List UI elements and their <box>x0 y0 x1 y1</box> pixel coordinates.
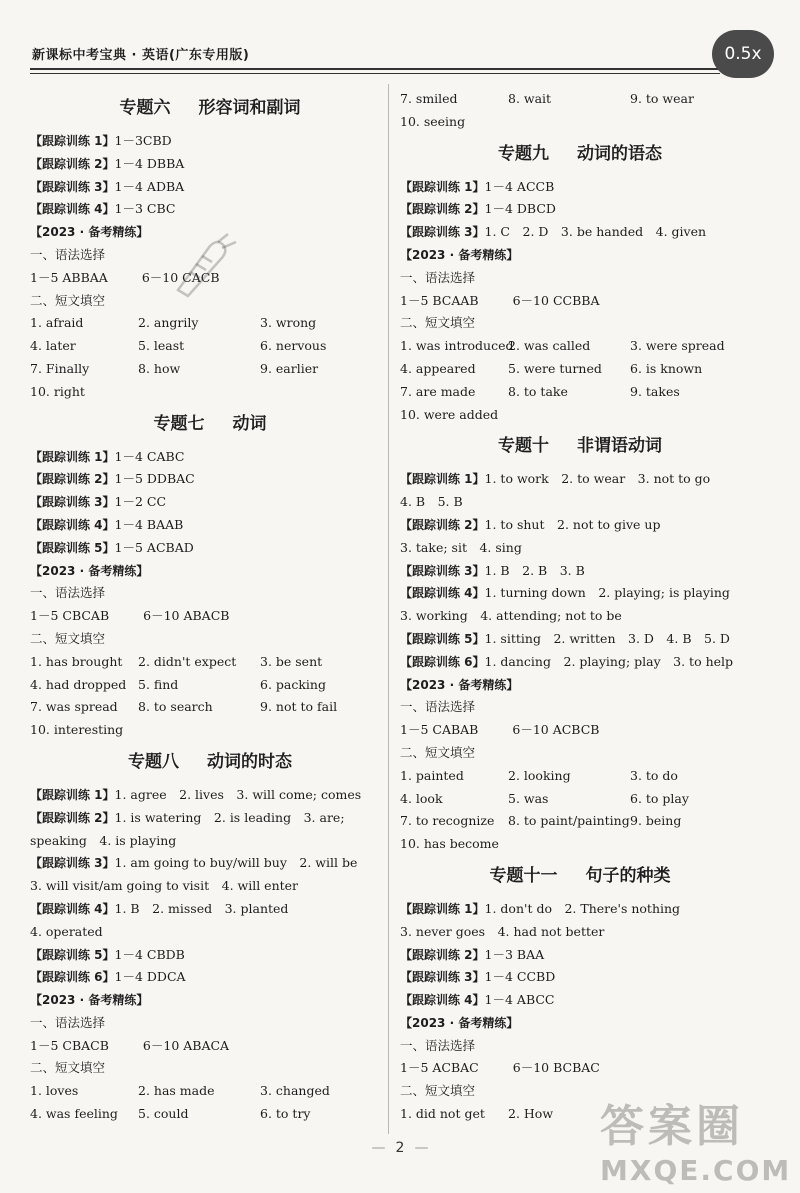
answer-cell: 7. smiled <box>400 91 458 106</box>
exercise-line <box>30 966 390 989</box>
section-title-7 <box>30 412 390 436</box>
exercise-label: 【跟踪训练 1】 <box>400 472 485 487</box>
answer-cell: 8. wait <box>508 91 552 106</box>
exercise-line <box>30 898 390 921</box>
exercise-label: 【跟踪训练 5】 <box>30 540 115 555</box>
answer-text: 1－3 CBC <box>114 201 176 217</box>
exercise-line <box>30 130 390 153</box>
grammar-choice-answers <box>30 605 390 628</box>
cloze-row <box>400 358 760 381</box>
cloze-heading: 二、短文填空 <box>30 630 106 646</box>
exercise-line <box>400 198 760 221</box>
answer-text: 1－2 CC <box>114 494 167 510</box>
cloze-row <box>30 335 390 358</box>
answer-cell: 2. has made <box>138 1083 215 1099</box>
answer-text: 1. dancing 2. playing; play 3. to help <box>484 653 734 669</box>
exercise-line <box>30 537 390 560</box>
practice-heading: 【2023 · 备考精练】 <box>30 225 149 240</box>
answer-text: 1. am going to buy/will buy 2. will be <box>114 855 358 871</box>
answer-cell: 4. later <box>30 338 76 354</box>
cloze-row <box>30 1080 390 1103</box>
section-name: 动词的语态 <box>577 143 662 164</box>
answer-cell: 8. to search <box>138 699 213 715</box>
exercise-line <box>30 514 390 537</box>
answer-text: 1－4 ADBA <box>114 178 185 194</box>
section-title-10 <box>400 434 760 458</box>
answer-cell: 8. to take <box>508 383 568 399</box>
exercise-line <box>400 514 760 537</box>
answer-cell: 1. painted <box>400 767 464 783</box>
answer-cell: 7. to recognize <box>400 813 495 829</box>
exercise-label: 【跟踪训练 2】 <box>400 947 485 962</box>
kuaidui-logo-icon <box>148 232 248 302</box>
answer-cell: 2. How <box>508 1106 554 1122</box>
answer-text: 1. to work 2. to wear 3. not to go <box>484 471 711 487</box>
answer-text: 1－5 DDBAC <box>114 471 195 487</box>
exercise-label: 【跟踪训练 5】 <box>30 947 115 962</box>
answer-cell: 3. were spread <box>630 338 725 354</box>
practice-heading: 【2023 · 备考精练】 <box>30 993 149 1008</box>
cloze-row: 10. interesting <box>30 722 124 738</box>
exercise-label: 【跟踪训练 1】 <box>30 134 115 148</box>
exercise-line <box>30 944 390 967</box>
grammar-choice-answers <box>400 719 760 742</box>
exercise-line <box>400 989 760 1012</box>
cloze-heading: 二、短文填空 <box>400 1083 476 1099</box>
answer-text: 1－4 DBCD <box>484 201 556 217</box>
exercise-label: 【跟踪训练 4】 <box>400 993 485 1008</box>
answer-text: 1. don't do 2. There's nothing <box>484 900 681 916</box>
exercise-line <box>30 153 390 176</box>
answer-text: 6－10 CCBBA <box>512 292 600 308</box>
grammar-choice-heading: 一、语法选择 <box>400 269 476 285</box>
grammar-choice-heading: 一、语法选择 <box>30 1014 106 1030</box>
cloze-row: 10. seeing <box>400 113 466 129</box>
exercise-line <box>400 628 760 651</box>
cloze-heading: 二、短文填空 <box>30 292 106 308</box>
exercise-label: 【跟踪训练 3】 <box>30 179 115 194</box>
exercise-label: 【跟踪训练 1】 <box>400 901 485 916</box>
answer-text: 1. turning down 2. playing; is playing <box>484 585 730 601</box>
answer-text: 1－5 CBACB <box>30 1037 109 1053</box>
exercise-line-cont: 4. operated <box>30 923 103 939</box>
answer-cell: 1. has brought <box>30 653 123 669</box>
exercise-label: 【跟踪训练 2】 <box>400 517 485 532</box>
section-title-8 <box>30 750 390 774</box>
exercise-line-cont: 4. B 5. B <box>400 494 463 510</box>
answer-cell: 9. being <box>630 813 682 829</box>
exercise-line-cont: speaking 4. is playing <box>30 832 177 848</box>
exercise-line <box>400 966 760 989</box>
cloze-heading: 二、短文填空 <box>30 1060 106 1076</box>
watermark-title: 答案圈 <box>600 1101 744 1152</box>
practice-heading: 【2023 · 备考精练】 <box>400 247 519 262</box>
header-rule <box>30 68 720 74</box>
exercise-line <box>400 468 760 491</box>
answer-cell: 6. to play <box>630 790 689 806</box>
answer-text: 1－4 ABCC <box>484 992 555 1008</box>
cloze-row <box>30 696 390 719</box>
cloze-row: 10. has become <box>400 836 499 852</box>
answer-cell: 5. could <box>138 1106 189 1122</box>
answer-text: 1－4 CABC <box>114 448 185 464</box>
answer-text: 1－5 BCAAB <box>400 292 479 308</box>
answer-text: 1. is watering 2. is leading 3. are; <box>114 809 345 825</box>
exercise-label: 【跟踪训练 2】 <box>30 472 115 487</box>
exercise-label: 【跟踪训练 3】 <box>400 225 485 240</box>
exercise-line <box>30 784 390 807</box>
exercise-label: 【跟踪训练 2】 <box>30 156 115 171</box>
exercise-label: 【跟踪训练 4】 <box>30 901 115 916</box>
section-name: 句子的种类 <box>585 865 671 886</box>
exercise-label: 【跟踪训练 2】 <box>400 202 485 217</box>
exercise-label: 【跟踪训练 1】 <box>30 787 115 802</box>
answer-cell: 2. was called <box>508 338 591 354</box>
exercise-line-cont: 3. take; sit 4. sing <box>400 539 522 555</box>
exercise-line <box>30 446 390 469</box>
answer-text: 1－4 CCBD <box>484 969 556 985</box>
answer-text: 1－4 DDCA <box>114 969 186 985</box>
cloze-row <box>30 674 390 697</box>
cloze-row <box>400 88 760 111</box>
cloze-heading: 二、短文填空 <box>400 315 476 331</box>
exercise-label: 【跟踪训练 2】 <box>30 810 115 825</box>
answer-cell: 8. to paint/painting <box>508 813 630 829</box>
answer-cell: 1. afraid <box>30 315 84 331</box>
answer-cell: 2. didn't expect <box>138 653 237 669</box>
answer-cell: 4. look <box>400 790 443 806</box>
answer-text: 1－4 BAAB <box>114 516 184 532</box>
answer-cell: 1. loves <box>30 1083 79 1099</box>
answer-cell: 9. earlier <box>260 360 319 376</box>
exercise-line <box>400 176 760 199</box>
answer-cell: 5. find <box>138 676 179 692</box>
answer-text: 6－10 ACBCB <box>512 722 600 738</box>
exercise-line <box>30 807 390 830</box>
answer-cell: 1. did not get <box>400 1106 485 1122</box>
cloze-row <box>400 810 760 833</box>
grammar-choice-heading: 一、语法选择 <box>400 699 476 715</box>
answer-cell: 2. angrily <box>138 315 199 331</box>
answer-cell: 3. to do <box>630 767 678 783</box>
section-name: 动词 <box>232 413 267 434</box>
cloze-row <box>400 335 760 358</box>
exercise-line-cont: 3. working 4. attending; not to be <box>400 608 622 624</box>
exercise-label: 【跟踪训练 5】 <box>400 631 485 646</box>
answer-text: 1. sitting 2. written 3. D 4. B 5. D <box>484 630 730 646</box>
section-number: 专题九 <box>498 143 549 164</box>
grammar-choice-answers <box>400 290 760 313</box>
answer-text: 6－10 ABACA <box>142 1037 230 1053</box>
answer-text: 1. B 2. missed 3. planted <box>114 900 289 916</box>
section-number: 专题十 <box>498 436 549 457</box>
answer-cell: 7. was spread <box>30 699 118 715</box>
answer-text: 1. agree 2. lives 3. will come; comes <box>114 786 362 802</box>
answer-cell: 6. to try <box>260 1106 311 1122</box>
page-number: 2 <box>395 1140 405 1156</box>
cloze-row: 10. right <box>30 383 85 399</box>
cloze-row <box>30 358 390 381</box>
exercise-label: 【跟踪训练 3】 <box>30 495 115 510</box>
answer-cell: 4. had dropped <box>30 676 127 692</box>
footer-dash-left: — <box>371 1140 386 1156</box>
exercise-line <box>400 898 760 921</box>
exercise-line-cont: 3. will visit/am going to visit 4. will enter <box>30 878 299 894</box>
exercise-label: 【跟踪训练 4】 <box>400 586 485 601</box>
exercise-line-cont: 3. never goes 4. had not better <box>400 923 605 939</box>
right-column <box>400 88 760 1126</box>
section-number: 专题七 <box>153 413 205 434</box>
answer-cell: 9. not to fail <box>260 699 338 715</box>
exercise-label: 【跟踪训练 4】 <box>30 517 115 532</box>
exercise-label: 【跟踪训练 3】 <box>400 970 485 985</box>
exercise-label: 【跟踪训练 3】 <box>400 563 485 578</box>
answer-cell: 9. to wear <box>630 91 694 106</box>
cloze-row <box>30 1103 390 1126</box>
watermark-url: MXQE.COM <box>600 1154 792 1187</box>
grammar-choice-heading: 一、语法选择 <box>30 585 106 601</box>
cloze-heading: 二、短文填空 <box>400 744 476 760</box>
answer-cell: 7. are made <box>400 383 476 399</box>
answer-cell: 9. takes <box>630 383 680 399</box>
zoom-level-badge[interactable]: 0.5x <box>712 30 774 78</box>
exercise-line <box>30 468 390 491</box>
answer-text: 6－10 ABACB <box>143 608 230 624</box>
answer-text: 1－5 ABBAA <box>30 269 108 285</box>
answer-cell: 2. looking <box>508 767 571 783</box>
cloze-row: 10. were added <box>400 406 499 422</box>
exercise-line <box>30 491 390 514</box>
answer-cell: 1. was introduced <box>400 338 514 354</box>
exercise-label: 【跟踪训练 1】 <box>30 449 115 464</box>
cloze-row <box>30 651 390 674</box>
answer-cell: 6. packing <box>260 676 326 692</box>
exercise-label: 【跟踪训练 3】 <box>30 856 115 871</box>
section-number: 专题八 <box>128 751 179 772</box>
answer-cell: 8. how <box>138 360 181 376</box>
answer-text: 1－5 CABAB <box>400 722 479 738</box>
site-watermark <box>600 1090 790 1185</box>
exercise-line <box>400 651 760 674</box>
section-title-6 <box>30 96 390 120</box>
book-header-title: 新课标中考宝典 · 英语(广东专用版) <box>32 48 250 63</box>
cloze-row <box>400 788 760 811</box>
answer-cell: 6. nervous <box>260 338 327 354</box>
exercise-line <box>30 852 390 875</box>
answer-cell: 4. was feeling <box>30 1106 118 1122</box>
answer-cell: 3. be sent <box>260 653 323 669</box>
answer-text: 1－4 ACCB <box>484 178 555 194</box>
answer-text: 1－5 CBCAB <box>30 608 110 624</box>
answer-text: 1－4 CBDB <box>114 946 185 962</box>
section-title-11 <box>400 864 760 888</box>
exercise-label: 【跟踪训练 1】 <box>400 179 485 194</box>
answer-cell: 4. appeared <box>400 360 476 376</box>
section-name: 动词的时态 <box>207 751 292 772</box>
cloze-row <box>400 765 760 788</box>
answer-cell: 3. changed <box>260 1083 330 1099</box>
practice-heading: 【2023 · 备考精练】 <box>400 1015 519 1030</box>
practice-heading: 【2023 · 备考精练】 <box>30 563 149 578</box>
exercise-line <box>30 198 390 221</box>
exercise-line <box>400 944 760 967</box>
practice-heading: 【2023 · 备考精练】 <box>400 677 519 692</box>
exercise-label: 【跟踪训练 6】 <box>400 654 485 669</box>
answer-text: 6－10 CACB <box>141 269 220 285</box>
exercise-line <box>400 221 760 244</box>
exercise-label: 【跟踪训练 4】 <box>30 202 115 217</box>
answer-text: 1－5 ACBAC <box>400 1060 479 1076</box>
answer-text: 1－5 ACBAD <box>114 539 194 555</box>
exercise-line <box>30 176 390 199</box>
answer-text: 1. B 2. B 3. B <box>484 562 585 578</box>
grammar-choice-heading: 一、语法选择 <box>400 1037 476 1053</box>
section-title-9 <box>400 142 760 166</box>
answer-cell: 3. wrong <box>260 315 317 331</box>
answer-text: 1－4 DBBA <box>114 155 185 171</box>
section-number: 专题六 <box>119 98 171 118</box>
cloze-row <box>400 381 760 404</box>
answer-text: 1. to shut 2. not to give up <box>484 516 661 532</box>
grammar-choice-answers <box>400 1057 760 1080</box>
cloze-row <box>30 312 390 335</box>
grammar-choice-answers <box>30 1035 390 1058</box>
grammar-choice-heading: 一、语法选择 <box>30 246 106 262</box>
footer-dash-right: — <box>414 1140 429 1156</box>
answer-cell: 5. least <box>138 338 185 354</box>
answer-text: 1－3 BAA <box>484 946 545 962</box>
answer-cell: 5. were turned <box>508 360 602 376</box>
answer-cell: 6. is known <box>630 360 703 376</box>
section-number: 专题十一 <box>489 865 558 886</box>
answer-text: 6－10 BCBAC <box>512 1060 600 1076</box>
exercise-label: 【跟踪训练 6】 <box>30 970 115 985</box>
answer-text: 1－3CBD <box>114 133 172 148</box>
answer-cell: 5. was <box>508 790 549 806</box>
section-name: 非谓语动词 <box>577 436 662 457</box>
answer-text: 1. C 2. D 3. be handed 4. given <box>484 224 707 240</box>
answer-cell: 7. Finally <box>30 360 90 376</box>
exercise-line <box>400 560 760 583</box>
exercise-line <box>400 582 760 605</box>
section-name: 形容词和副词 <box>198 98 301 118</box>
